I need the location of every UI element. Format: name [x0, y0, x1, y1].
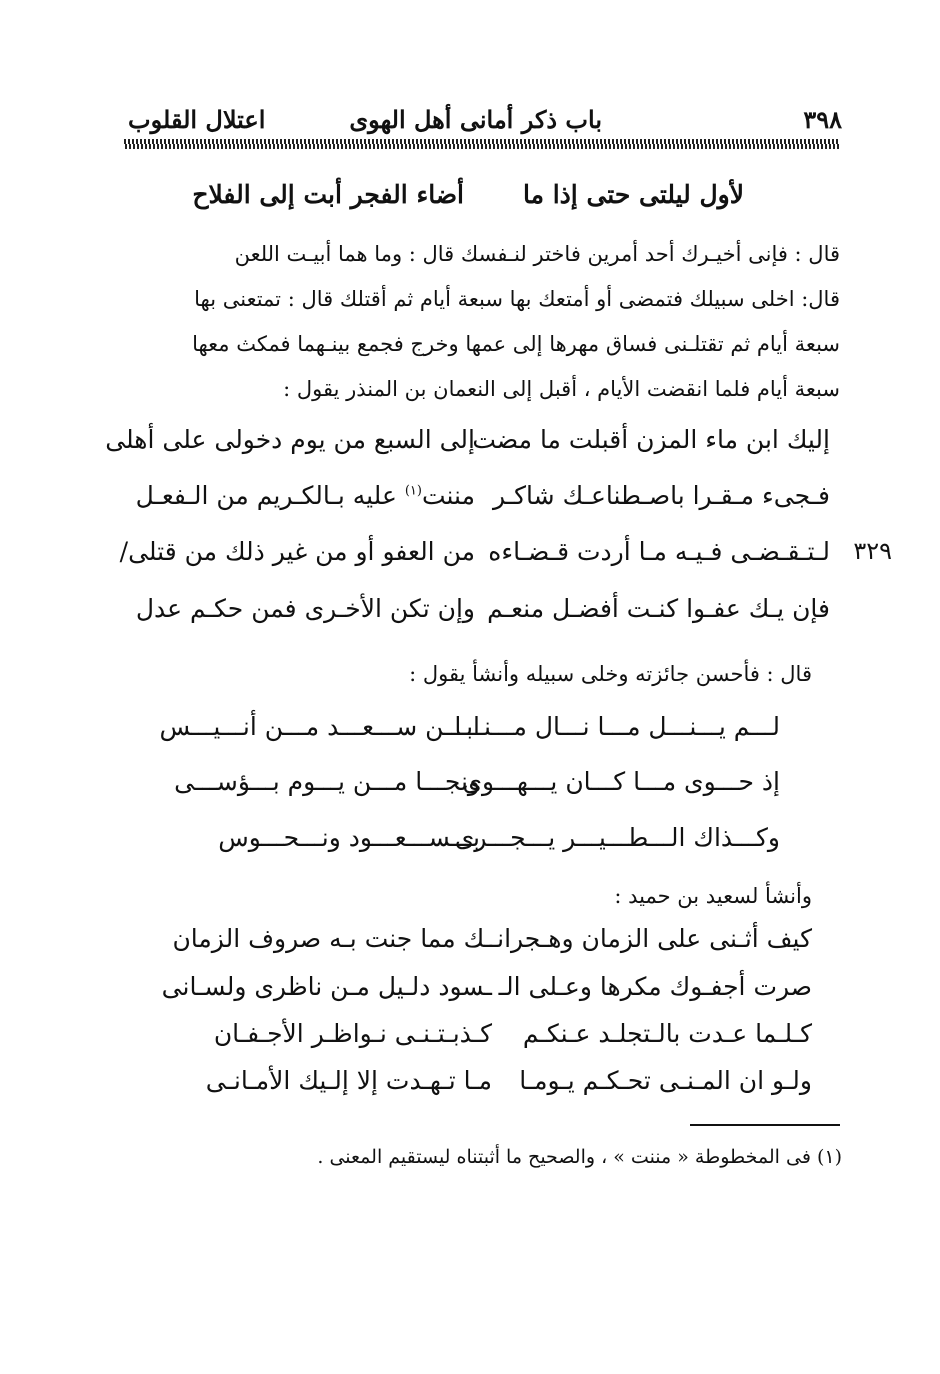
poem-verse: [120, 481, 830, 521]
prose-line: [100, 652, 812, 697]
prose-line: سبعة أيام ثم تقتلـنى فساق مهرها إلى عمها وخرج فجمع بينـهما فمكث معها: [192, 332, 840, 356]
verse-hemistich-first: صرت أجفـوك مكرها وعـلى الـ: [498, 972, 812, 1001]
prose-paragraph: [128, 232, 840, 412]
poem-verse: [180, 823, 780, 863]
verse-hemistich-first: فـجىء مـقـرا باصـطناعـك شاكـر: [493, 481, 830, 510]
verse-hemistich-second: كـذبـتـنـى نـواظـر الأجـفـان: [213, 1019, 492, 1048]
verse-hemistich-second: إلى السبع من يوم دخولى على أهلى: [105, 425, 475, 454]
footnote: (١) فى المخطوطة « مننت » ، والصحيح ما أثبتناه ليستقيم المعنى .: [317, 1146, 842, 1168]
verse-word: مننت: [421, 481, 475, 510]
poem-verse: [142, 1066, 812, 1106]
footnote-marker: (١): [404, 483, 422, 499]
verse-hemistich-first: كيف أثـنى على الزمان وهـجرانـ: [489, 924, 812, 953]
chapter-title: باب ذكر أمانى أهل الهوى: [349, 105, 602, 134]
prose-text: وأنشأ لسعيد بن حميد :: [614, 884, 812, 908]
verse-hemistich-first: فإن يـك عفـوا كنـت أفضـل منعـم: [487, 594, 830, 623]
prose-line: قال: اخلى سبيلك فتمضى أو أمتعك بها سبعة أيام ثم أقتلك قال : تمتعنى بها: [194, 287, 840, 311]
verse-line: [192, 180, 744, 220]
margin-page-number: ٣٢٩: [853, 537, 892, 565]
book-title: اعتلال القلوب: [128, 105, 266, 134]
poem-verse: [105, 425, 830, 465]
verse-hemistich-first: إليك ابن ماء المزن أقبلت ما مضت: [472, 425, 830, 454]
poem-verse: [120, 537, 830, 577]
verse-words: عليه بـالكـريم من الـفعـل: [135, 481, 405, 510]
prose-text: قال : فأحسن جائزته وخلى سبيله وأنشأ يقول :: [409, 662, 812, 686]
header-ornamental-rule: [124, 139, 840, 149]
prose-line: سبعة أيام فلما انقضت الأيام ، أقبل إلى النعمان بن المنذر يقول :: [283, 377, 840, 401]
poem-verse: [159, 712, 780, 752]
verse-hemistich-second: ونجـــا مـــن يـــوم بـــؤســـى: [174, 767, 480, 796]
verse-hemistich-second: أضاء الفجر أبت إلى الفلاح: [192, 180, 464, 209]
verse-hemistich-first: وكـــذاك الـــطـــيـــر يـــجـــرى: [454, 823, 780, 852]
prose-line: قال : فإنى أخيـرك أحد أمرين فاختر لنـفسك قال : وما هما أبيـت اللعن: [234, 242, 840, 266]
footnote-separator: [690, 1124, 840, 1126]
poem-verse: [142, 1019, 812, 1059]
verse-hemistich-second: من العفو أو من غير ذلك من قتلى/: [119, 537, 475, 566]
verse-hemistich-first: لـــم يـــنـــل مـــا نـــال مـــنـــا: [454, 712, 780, 741]
verse-hemistich-second: ابـــن ســـعـــد مـــن أنـــيـــس: [159, 712, 480, 741]
verse-hemistich-second: ـسود دلـيل مـن ناظرى ولسـانى: [161, 972, 492, 1001]
verse-hemistich-second: مـا تـهـدت إلا إلـيك الأمـانـى: [205, 1066, 492, 1095]
poem-verse: [142, 972, 812, 1012]
verse-hemistich-first: لأول ليلتى حتى إذا ما: [523, 180, 744, 209]
verse-hemistich-second: بـــســـعـــود ونـــحـــوس: [218, 823, 480, 852]
poem-verse: [120, 594, 830, 634]
running-header: [120, 105, 842, 141]
verse-hemistich-first: لـتـقـضـى فـيـه مـا أردت قـضـاءه: [488, 537, 830, 566]
prose-line: [100, 874, 812, 919]
verse-hemistich-first: ولـو ان المـنـى تحـكـم يـومـا: [519, 1066, 812, 1095]
verse-hemistich-first: كـلـما عـدت بالـتجلـد عـنكـم: [522, 1019, 812, 1048]
verse-hemistich-second: ـك مما جنت بـه صروف الزمان: [172, 924, 492, 953]
verse-hemistich-first: إذ حـــوى مـــا كـــان يـــهـــوى: [462, 767, 780, 796]
page-number: ٣٩٨: [803, 105, 842, 134]
poem-verse: [174, 767, 780, 807]
verse-hemistich-second: وإن تكن الأخـرى فمن حكـم عدل: [135, 594, 475, 623]
poem-verse: [142, 924, 812, 964]
verse-hemistich-second: [136, 481, 475, 510]
